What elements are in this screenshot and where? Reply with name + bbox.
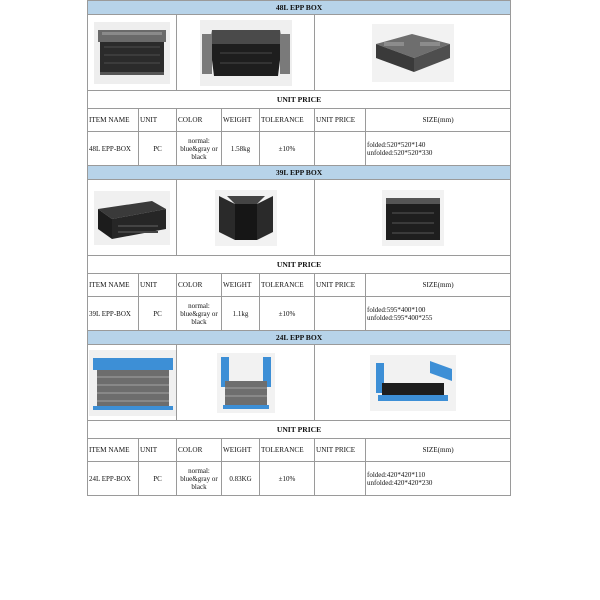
size-unfolded: unfolded:520*520*330: [367, 148, 433, 157]
unit-price-header-39l: UNIT PRICE: [88, 256, 511, 274]
item-tolerance: ±10%: [260, 132, 315, 166]
item-name: 24L EPP-BOX: [88, 462, 139, 496]
col-unit-price: UNIT PRICE: [315, 439, 366, 462]
col-unit-price: UNIT PRICE: [315, 109, 366, 132]
item-size: [366, 132, 511, 166]
item-tolerance: ±10%: [260, 462, 315, 496]
size-folded: folded:520*520*140: [367, 140, 426, 149]
col-item-name: ITEM NAME: [88, 274, 139, 297]
section-title-24l: 24L EPP BOX: [88, 331, 511, 345]
col-item-name: ITEM NAME: [88, 439, 139, 462]
size-folded: folded:420*420*110: [367, 470, 426, 479]
table-row: [88, 132, 511, 166]
box-photo-48l-folded: [372, 24, 454, 82]
item-unit: PC: [139, 462, 177, 496]
col-unit: UNIT: [139, 109, 177, 132]
box-photo-48l-closed: [94, 22, 170, 84]
photo-48l-closed: [88, 15, 177, 91]
item-unit: PC: [139, 132, 177, 166]
item-weight: 1.1kg: [222, 297, 260, 331]
item-price[interactable]: [315, 297, 366, 331]
box-photo-39l-half: [382, 190, 444, 246]
photo-39l-open: [177, 180, 315, 256]
item-weight: 1.58kg: [222, 132, 260, 166]
box-photo-39l-open: [215, 190, 277, 246]
item-size: [366, 297, 511, 331]
col-unit: UNIT: [139, 274, 177, 297]
product-price-sheet: [87, 0, 510, 496]
item-price[interactable]: [315, 462, 366, 496]
unit-price-header-48l: UNIT PRICE: [88, 91, 511, 109]
col-size: SIZE(mm): [366, 274, 511, 297]
size-unfolded: unfolded:420*420*230: [367, 478, 433, 487]
item-color: normal: blue&gray or black: [177, 462, 222, 496]
col-tolerance: TOLERANCE: [260, 439, 315, 462]
col-weight: WEIGHT: [222, 439, 260, 462]
item-color: normal: blue&gray or black: [177, 132, 222, 166]
photo-24l-folded: [315, 345, 511, 421]
section-title-39l: 39L EPP BOX: [88, 166, 511, 180]
photo-48l-open: [177, 15, 315, 91]
box-photo-24l-folded: [370, 355, 456, 411]
col-color: COLOR: [177, 109, 222, 132]
size-folded: folded:595*400*100: [367, 305, 426, 314]
item-tolerance: ±10%: [260, 297, 315, 331]
table-row: [88, 297, 511, 331]
col-tolerance: TOLERANCE: [260, 274, 315, 297]
photo-24l-open: [177, 345, 315, 421]
col-tolerance: TOLERANCE: [260, 109, 315, 132]
item-size: [366, 462, 511, 496]
col-unit-price: UNIT PRICE: [315, 274, 366, 297]
col-unit: UNIT: [139, 439, 177, 462]
box-photo-24l-open: [217, 353, 275, 413]
box-photo-48l-open: [200, 20, 292, 86]
item-unit: PC: [139, 297, 177, 331]
table-row: [88, 462, 511, 496]
col-size: SIZE(mm): [366, 109, 511, 132]
col-item-name: ITEM NAME: [88, 109, 139, 132]
col-color: COLOR: [177, 439, 222, 462]
section-title-48l: 48L EPP BOX: [88, 1, 511, 15]
col-weight: WEIGHT: [222, 109, 260, 132]
size-unfolded: unfolded:595*400*255: [367, 313, 433, 322]
item-color: normal: blue&gray or black: [177, 297, 222, 331]
item-price[interactable]: [315, 132, 366, 166]
photo-48l-folded: [315, 15, 511, 91]
box-photo-24l-closed: [89, 350, 177, 416]
item-name: 39L EPP-BOX: [88, 297, 139, 331]
col-weight: WEIGHT: [222, 274, 260, 297]
photo-24l-closed: [88, 345, 177, 421]
product-table: [87, 0, 511, 496]
col-size: SIZE(mm): [366, 439, 511, 462]
col-color: COLOR: [177, 274, 222, 297]
item-name: 48L EPP-BOX: [88, 132, 139, 166]
item-weight: 0.83KG: [222, 462, 260, 496]
photo-39l-closed: [88, 180, 177, 256]
unit-price-header-24l: UNIT PRICE: [88, 421, 511, 439]
photo-39l-half: [315, 180, 511, 256]
box-photo-39l-closed: [94, 191, 170, 245]
